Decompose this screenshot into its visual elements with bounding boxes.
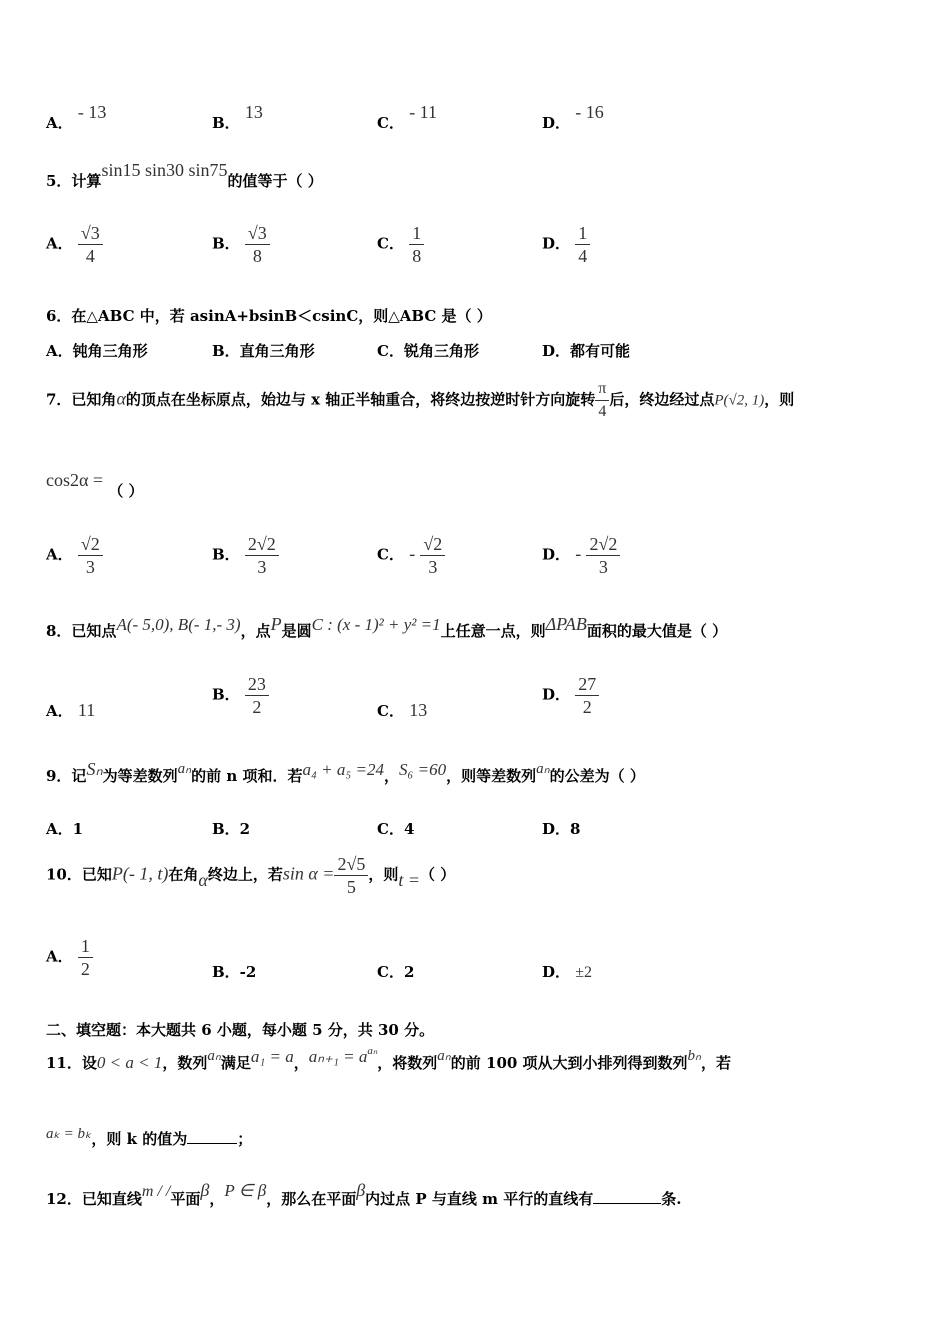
option-label: A． <box>46 545 73 564</box>
q4-option-d <box>542 102 604 133</box>
condition: 0 < a < 1 <box>96 1053 163 1072</box>
q10-option-d <box>542 961 592 982</box>
q5-option-a <box>46 222 103 267</box>
question-12 <box>46 1180 682 1209</box>
q8-option-c <box>377 700 427 721</box>
fraction: $\frac{1}{2}$ <box>78 935 93 980</box>
circle-equation: C : (x - 1)² + y² =1 <box>311 615 441 634</box>
text: 的顶点在坐标原点，始边与 x 轴正半轴重合，将终边按逆时针方向旋转 <box>125 390 596 409</box>
q4-option-a <box>46 102 107 133</box>
fraction: $\frac{2√2}{3}$ <box>245 533 279 578</box>
text: 9．记 <box>46 767 87 785</box>
text: ， <box>209 1190 225 1208</box>
option-label: A． <box>46 702 73 720</box>
q10-option-c: C．2 <box>377 963 415 981</box>
question-8 <box>46 614 728 641</box>
q9-option-a: A．1 <box>46 820 84 838</box>
q7-option-b <box>212 533 279 578</box>
alpha-symbol: α <box>198 869 208 890</box>
sequence-an: aₙ <box>207 1048 221 1064</box>
text: 10．已知 <box>46 865 112 884</box>
option-label: B． <box>212 685 240 704</box>
option-label: A． <box>46 234 73 253</box>
text: ； <box>237 1130 253 1148</box>
question-tail: 的值等于（ ） <box>227 172 323 190</box>
beta-symbol: β <box>356 1180 366 1200</box>
q6-option-a: A．钝角三角形 <box>46 342 148 360</box>
option-value: ±2 <box>575 964 593 981</box>
option-value: - 16 <box>575 102 604 122</box>
sin-expression: sin α = <box>282 863 335 884</box>
text: 上任意一点，则 <box>440 622 546 640</box>
text: 条. <box>661 1190 682 1208</box>
option-label: A． <box>46 947 73 966</box>
point-expression: P(√2, 1) <box>714 392 765 409</box>
text: 满足 <box>220 1054 251 1072</box>
option-label: C． <box>377 234 404 253</box>
text: （ ） <box>420 865 456 884</box>
sequence-an: aₙ <box>177 761 192 777</box>
text: 后，终边经过点 <box>609 390 715 409</box>
text: ，点 <box>240 622 271 640</box>
option-label: D． <box>542 114 571 132</box>
equation-2: S₆ =60 <box>399 760 447 779</box>
fraction: $\frac{√2}{3}$ <box>78 533 103 578</box>
point-in-plane: P ∈ β <box>224 1181 267 1200</box>
option-value: - 11 <box>409 102 438 122</box>
q6-option-d: D．都有可能 <box>542 342 631 360</box>
option-value: 13 <box>244 102 263 122</box>
sequence-an: aₙ <box>536 761 550 777</box>
question-6: 6．在△ABC 中，若 asinA+bsinB＜csinC，则△ABC 是（ ） <box>46 307 492 325</box>
q9-option-d: D．8 <box>542 820 581 838</box>
text: ，数列 <box>162 1054 208 1072</box>
line-m: m / / <box>141 1183 171 1200</box>
points-expression: A(- 5,0), B(- 1,- 3) <box>116 615 241 634</box>
question-10 <box>46 853 455 898</box>
point-p: P <box>270 614 282 634</box>
text: ，若 <box>701 1054 732 1072</box>
text: 的前 100 项从大到小排列得到数列 <box>450 1054 688 1072</box>
option-label: B． <box>212 234 240 253</box>
equation-1: a₄ + a₅ =24 <box>302 760 384 779</box>
text: ，将数列 <box>377 1054 438 1072</box>
option-label: C． <box>377 545 404 564</box>
triangle-symbol: ΔPAB <box>545 614 587 634</box>
q9-option-c: C．4 <box>377 820 415 838</box>
point-expression: P(- 1, t) <box>111 863 169 884</box>
q10-option-a <box>46 935 93 980</box>
fraction: $\frac{2√2}{3}$ <box>586 533 620 578</box>
answer-paren: （ ） <box>108 482 144 500</box>
q7-option-d <box>542 533 620 578</box>
alpha-symbol: α <box>116 388 126 409</box>
text: 12．已知直线 <box>46 1190 142 1208</box>
text: ，则等差数列 <box>446 767 537 785</box>
fraction: $\frac{2√5}{5}$ <box>334 853 368 898</box>
question-11 <box>46 1045 732 1073</box>
text: ，则 <box>368 865 399 884</box>
option-label: A． <box>46 114 73 132</box>
option-label: D． <box>542 234 571 253</box>
fraction: $\frac{27}{2}$ <box>575 673 599 718</box>
text: ，则 <box>764 390 795 409</box>
text: 的前 n 项和．若 <box>191 767 303 785</box>
text: 在角 <box>168 865 199 884</box>
fraction: $\frac{\pi}{4}$ <box>595 378 609 423</box>
answer-blank[interactable] <box>593 1203 661 1204</box>
option-label: B． <box>212 545 240 564</box>
text: 为等差数列 <box>102 767 178 785</box>
sequence-bn: bₙ <box>687 1048 702 1064</box>
option-value: 11 <box>77 700 96 720</box>
q5-option-d <box>542 222 590 267</box>
text: 7．已知角 <box>46 390 117 409</box>
text: 面积的最大值是（ ） <box>586 622 728 640</box>
t-expression: t = <box>398 869 421 890</box>
fraction: $\frac{√3}{4}$ <box>78 222 103 267</box>
option-value: 13 <box>409 700 428 720</box>
option-label: B． <box>212 114 240 132</box>
q5-option-c <box>377 222 424 267</box>
q5-option-b <box>212 222 270 267</box>
text: ， <box>293 1054 309 1072</box>
text: 的公差为（ ） <box>549 767 645 785</box>
ak-equals-bk: aₖ = bₖ <box>46 1126 92 1142</box>
text: 内过点 P 与直线 m 平行的直线有 <box>365 1190 594 1208</box>
q7-cos-line <box>46 470 144 500</box>
question-9 <box>46 759 645 786</box>
fraction: $\frac{1}{4}$ <box>575 222 590 267</box>
q6-option-b: B．直角三角形 <box>212 342 315 360</box>
math-expression: sin15 sin30 sin75 <box>101 160 228 180</box>
fraction: $\frac{√2}{3}$ <box>420 533 445 578</box>
option-label: C． <box>377 114 404 132</box>
option-label: D． <box>542 963 571 981</box>
answer-blank[interactable] <box>187 1143 237 1144</box>
q8-option-d <box>542 673 599 718</box>
sn-symbol: Sₙ <box>86 759 103 779</box>
initial-term: a₁ = a <box>250 1047 294 1066</box>
text: ，那么在平面 <box>266 1190 357 1208</box>
question-number: 5．计算 <box>46 172 102 190</box>
question-7 <box>46 378 794 423</box>
q4-option-c <box>377 102 438 133</box>
text: 11．设 <box>46 1054 97 1072</box>
text: 8．已知点 <box>46 622 117 640</box>
q6-option-c: C．锐角三角形 <box>377 342 479 360</box>
q8-option-a <box>46 700 95 721</box>
option-value: - 13 <box>77 102 107 122</box>
minus-sign: - <box>409 543 416 564</box>
recurrence: $a_{n+1} = a^{a_n}$ <box>308 1045 378 1066</box>
question-5 <box>46 160 323 191</box>
beta-symbol: β <box>200 1180 210 1200</box>
option-label: D． <box>542 545 571 564</box>
text: 平面 <box>170 1190 201 1208</box>
q11-second-line <box>46 1128 252 1149</box>
option-label: D． <box>542 685 571 704</box>
text: ，则 k 的值为 <box>91 1130 188 1148</box>
math-expression: cos2α = <box>46 470 104 490</box>
text: 是圆 <box>281 622 312 640</box>
fraction: $\frac{1}{8}$ <box>409 222 424 267</box>
q7-option-c <box>377 533 445 578</box>
q4-option-b <box>212 102 263 133</box>
text: ， <box>383 767 399 785</box>
fraction: $\frac{√3}{8}$ <box>245 222 270 267</box>
q8-option-b <box>212 673 269 718</box>
minus-sign: - <box>575 543 582 564</box>
sequence-an: aₙ <box>437 1048 451 1064</box>
q10-option-b: B．-2 <box>212 963 257 981</box>
option-label: C． <box>377 702 404 720</box>
fraction: $\frac{23}{2}$ <box>245 673 269 718</box>
q9-option-b: B．2 <box>212 820 251 838</box>
section-2-heading: 二、填空题：本大题共 6 小题，每小题 5 分，共 30 分。 <box>46 1021 435 1039</box>
q7-option-a <box>46 533 103 578</box>
text: 终边上，若 <box>207 865 283 884</box>
